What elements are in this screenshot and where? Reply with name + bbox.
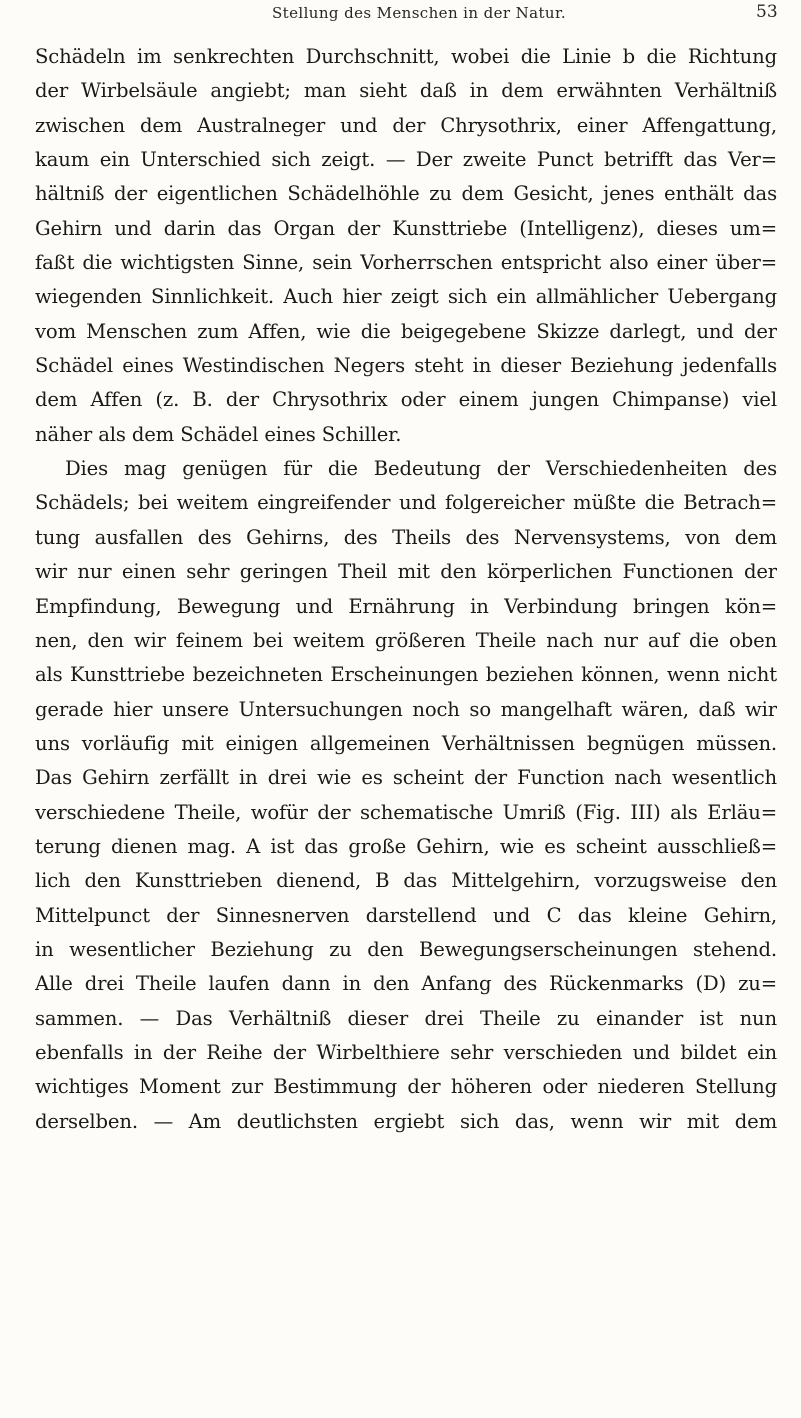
text-line: Mittelpunct der Sinnesnerven darstellend und C das kleine Gehirn, [35,903,777,927]
text-line: wichtiges Moment zur Bestimmung der höheren oder niederen Stellung [35,1075,777,1099]
text-line: terung dienen mag. A ist das große Gehirn, wie es scheint ausschließ= [35,834,777,858]
text-line: faßt die wichtigsten Sinne, sein Vorherrschen entspricht also einer über= [35,251,777,275]
text-line: kaum ein Unterschied sich zeigt. — Der zweite Punct betrifft das Ver= [35,148,777,172]
body-text [35,40,777,1139]
paragraph-end-line: näher als dem Schädel eines Schiller. [35,422,402,446]
text-line: Gehirn und darin das Organ der Kunsttriebe (Intelligenz), dieses um= [35,216,777,240]
text-line: Schädeln im senkrechten Durchschnitt, wobei die Linie b die Richtung [35,45,777,68]
text-line: Alle drei Theile laufen dann in den Anfang des Rückenmarks (D) zu= [35,972,777,996]
text-line: tung ausfallen des Gehirns, des Theils des Nervensystems, von dem [35,525,777,549]
paragraph-start-line: Dies mag genügen für die Bedeutung der Verschiedenheiten des [65,457,777,481]
text-line: Schädels; bei weitem eingreifender und folgereicher müßte die Betrach= [35,491,777,515]
text-line: ebenfalls in der Reihe der Wirbelthiere sehr verschieden und bildet ein [35,1040,777,1064]
text-line: uns vorläufig mit einigen allgemeinen Verhältnissen begnügen müssen. [35,731,777,755]
page-number: 53 [756,2,778,22]
text-line: sammen. — Das Verhältniß dieser drei Theile zu einander ist nun [35,1006,777,1030]
text-line: der Wirbelsäule angiebt; man sieht daß in dem erwähnten Verhältniß [35,79,777,103]
text-line: Schädel eines Westindischen Negers steht in dieser Beziehung jedenfalls [35,354,777,378]
running-head [0,2,801,32]
text-line: vom Menschen zum Affen, wie die beigegebene Skizze darlegt, und der [35,319,777,343]
text-line: gerade hier unsere Untersuchungen noch so mangelhaft wären, daß wir [35,697,777,721]
text-line: wiegenden Sinnlichkeit. Auch hier zeigt sich ein allmählicher Uebergang [35,285,777,309]
text-line: nen, den wir feinem bei weitem größeren Theile nach nur auf die oben [35,628,777,652]
text-line: derselben. — Am deutlichsten ergiebt sich das, wenn wir mit dem [35,1109,777,1133]
text-line: Empfindung, Bewegung und Ernährung in Verbindung bringen kön= [35,594,777,618]
text-line: in wesentlicher Beziehung zu den Bewegungserscheinungen stehend. [35,937,777,961]
text-line: als Kunsttriebe bezeichneten Erscheinungen beziehen können, wenn nicht [35,663,777,687]
text-line: verschiedene Theile, wofür der schematische Umriß (Fig. III) als Erläu= [35,800,777,824]
running-title: Stellung des Menschen in der Natur. [272,4,567,22]
text-line: lich den Kunsttrieben dienend, B das Mittelgehirn, vorzugsweise den [35,869,777,893]
text-line: wir nur einen sehr geringen Theil mit den körperlichen Functionen der [35,560,777,584]
text-line: zwischen dem Australneger und der Chrysothrix, einer Affengattung, [35,113,777,137]
text-line: dem Affen (z. B. der Chrysothrix oder einem jungen Chimpanse) viel [35,388,777,412]
text-line: hältniß der eigentlichen Schädelhöhle zu dem Gesicht, jenes enthält das [35,182,777,206]
text-line: Das Gehirn zerfällt in drei wie es scheint der Function nach wesentlich [35,766,777,790]
